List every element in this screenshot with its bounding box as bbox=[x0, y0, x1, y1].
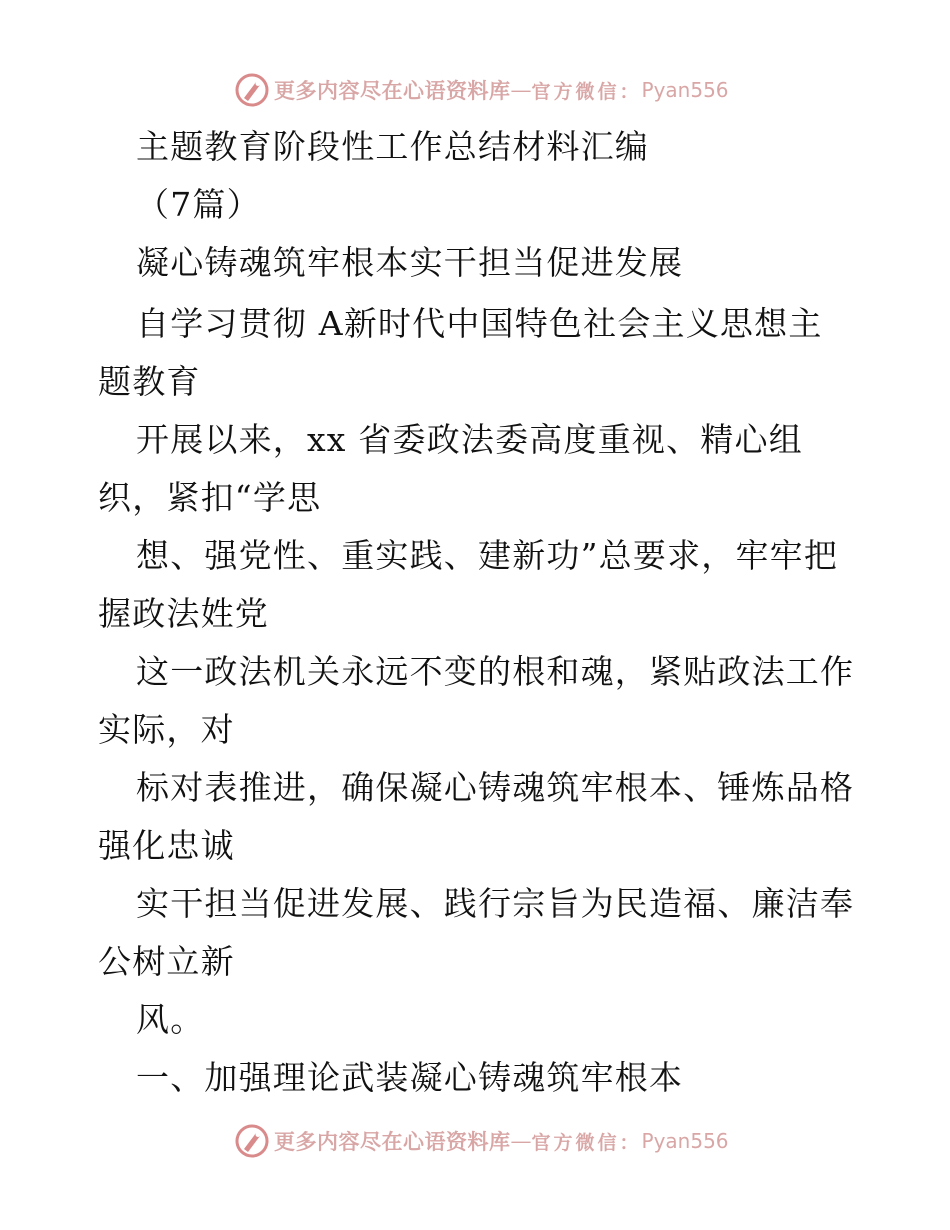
doc-title: 主题教育阶段性工作总结材料汇编 bbox=[136, 127, 649, 166]
body-line: 握政法姓党 bbox=[98, 594, 269, 633]
watermark-id: Pyan556 bbox=[641, 1129, 729, 1153]
body-line: 想、强党性、重实践、建新功”总要求，牢牢把 bbox=[136, 536, 839, 575]
watermark-id: Pyan556 bbox=[641, 78, 729, 102]
watermark-label: 官方微信： bbox=[531, 80, 642, 103]
pen-logo-icon bbox=[234, 1123, 270, 1159]
body-line: 公树立新 bbox=[98, 942, 235, 981]
body-line: 织，紧扣“学思 bbox=[98, 478, 322, 517]
body-line: 实际，对 bbox=[98, 710, 235, 749]
section-heading: 一、加强理论武装凝心铸魂筑牢根本 bbox=[136, 1058, 684, 1097]
watermark-main-text: 更多内容尽在心语资料库 bbox=[274, 1129, 511, 1154]
watermark-separator: — bbox=[510, 1129, 532, 1153]
body-line: 这一政法机关永远不变的根和魂，紧贴政法工作 bbox=[136, 652, 855, 691]
pen-logo-icon bbox=[234, 72, 270, 108]
watermark-footer bbox=[234, 1121, 729, 1161]
body-line: 标对表推进，确保凝心铸魂筑牢根本、锤炼品格 bbox=[136, 768, 855, 807]
body-line: 自学习贯彻 A新时代中国特色社会主义思想主 bbox=[136, 304, 823, 343]
watermark-main-text: 更多内容尽在心语资料库 bbox=[274, 78, 511, 103]
watermark-separator: — bbox=[510, 78, 532, 102]
watermark-label: 官方微信： bbox=[531, 1131, 642, 1154]
body-line: 开展以来，xx 省委政法委高度重视、精心组 bbox=[136, 420, 803, 459]
body-line: 实干担当促进发展、践行宗旨为民造福、廉洁奉 bbox=[136, 884, 855, 923]
section-heading: 凝心铸魂筑牢根本实干担当促进发展 bbox=[136, 243, 684, 282]
body-line: 题教育 bbox=[98, 362, 201, 401]
body-line: 强化忠诚 bbox=[98, 826, 235, 865]
doc-subtitle: （7篇） bbox=[136, 185, 261, 224]
watermark-header bbox=[234, 70, 729, 110]
body-line: 风。 bbox=[136, 1000, 205, 1039]
